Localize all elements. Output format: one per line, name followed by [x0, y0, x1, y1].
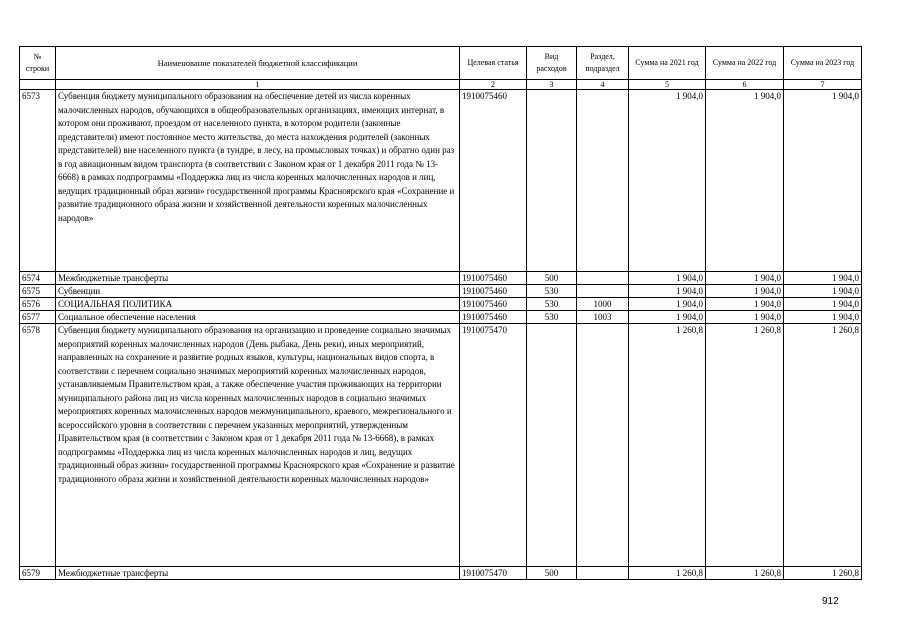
header-row-number: № строки	[20, 47, 56, 80]
column-number-cell: 7	[784, 80, 862, 90]
table-row	[20, 90, 862, 272]
row-target-article: 1910075460	[460, 90, 527, 272]
row-name: Межбюджетные трансферты	[56, 272, 460, 285]
row-name: Социальное обеспечение населения	[56, 311, 460, 324]
row-name: Субвенции	[56, 285, 460, 298]
row-sum-2023: 1 904,0	[784, 90, 862, 272]
header-indicator-name: Наименование показателей бюджетной классификации	[56, 47, 460, 80]
header-section: Раздел, подраздел	[577, 47, 629, 80]
row-sum-2022: 1 904,0	[706, 311, 784, 324]
row-sum-2022: 1 904,0	[706, 272, 784, 285]
row-number: 6573	[20, 90, 56, 272]
header-sum-2021: Сумма на 2021 год	[629, 47, 706, 80]
row-sum-2021: 1 260,8	[629, 567, 706, 580]
column-number-cell: 3	[527, 80, 577, 90]
column-number-cell: 4	[577, 80, 629, 90]
row-sum-2021: 1 904,0	[629, 272, 706, 285]
row-section	[577, 285, 629, 298]
row-section: 1003	[577, 311, 629, 324]
row-sum-2022: 1 904,0	[706, 90, 784, 272]
header-sum-2022: Сумма на 2022 год	[706, 47, 784, 80]
row-expense-type: 530	[527, 298, 577, 311]
header-target-article: Целевая статья	[460, 47, 527, 80]
row-sum-2023: 1 904,0	[784, 298, 862, 311]
table-row	[20, 298, 862, 311]
row-sum-2023: 1 260,8	[784, 324, 862, 567]
row-expense-type: 500	[527, 272, 577, 285]
row-sum-2023: 1 904,0	[784, 272, 862, 285]
row-number: 6577	[20, 311, 56, 324]
row-sum-2021: 1 904,0	[629, 90, 706, 272]
row-section	[577, 272, 629, 285]
table-row	[20, 285, 862, 298]
row-target-article: 1910075470	[460, 324, 527, 567]
column-number-cell	[20, 80, 56, 90]
row-name: Субвенция бюджету муниципального образования на обеспечение детей из числа коренных малочисленных народов, обучающихся в общеобразовательных организациях, имеющих интернат, в котором они проживают, проездом от населенного пункта, в котором родители (законные представители) имеют постоянное место жительства, до места нахождения родителей (законных представителей) вне населенного пункта (в тундре, в лесу, на промысловых точках) и обратно один раз в год авиационным видом транспорта (в соответствии с Законом края от 1 декабря 2011 года № 13-6668) в рамках подпрограммы «Поддержка лиц из числа коренных малочисленных народов и лиц, ведущих традиционный образ жизни» государственной программы Красноярского края «Сохранение и развитие традиционного образа жизни и хозяйственной деятельности коренных малочисленных народов»	[56, 90, 460, 272]
row-section	[577, 324, 629, 567]
row-sum-2023: 1 260,8	[784, 567, 862, 580]
table-header-row	[20, 47, 862, 80]
table-row	[20, 272, 862, 285]
row-number: 6578	[20, 324, 56, 567]
row-sum-2022: 1 260,8	[706, 567, 784, 580]
row-name: Межбюджетные трансферты	[56, 567, 460, 580]
row-name: Субвенция бюджету муниципального образования на организацию и проведение социально значимых мероприятий коренных малочисленных народов (День рыбака, День реки), иных мероприятий, направленных на сохранение и развитие родных языков, культуры, национальных видов спорта, в соответствии с перечнем социально значимых мероприятий коренных малочисленных народов, устанавливаемым Правительством края, а также обеспечение участия проживающих на территории муниципального района лиц из числа коренных малочисленных народов в социально значимых мероприятиях коренных малочисленных народов межмуниципального, краевого, межрегионального и всероссийского уровня в соответствии с перечнем указанных мероприятий, утвержденным Правительством края (в соответствии с Законом края от 1 декабря 2011 года № 13-6668), в рамках подпрограммы «Поддержка лиц из числа коренных малочисленных народов и лиц, ведущих традиционный образ жизни» государственной программы Красноярского края «Сохранение и развитие традиционного образа жизни и хозяйственной деятельности коренных малочисленных народов»	[56, 324, 460, 567]
header-expense-type: Вид расходов	[527, 47, 577, 80]
row-expense-type: 530	[527, 311, 577, 324]
column-number-cell: 2	[460, 80, 527, 90]
row-expense-type	[527, 324, 577, 567]
row-target-article: 1910075470	[460, 567, 527, 580]
row-target-article: 1910075460	[460, 272, 527, 285]
row-sum-2022: 1 904,0	[706, 285, 784, 298]
row-sum-2022: 1 904,0	[706, 298, 784, 311]
row-section: 1000	[577, 298, 629, 311]
page-number: 912	[822, 596, 839, 607]
row-sum-2023: 1 904,0	[784, 311, 862, 324]
budget-table	[19, 46, 862, 580]
row-number: 6575	[20, 285, 56, 298]
row-sum-2021: 1 904,0	[629, 311, 706, 324]
row-sum-2021: 1 904,0	[629, 285, 706, 298]
column-number-row	[20, 80, 862, 90]
column-number-cell: 6	[706, 80, 784, 90]
row-expense-type: 530	[527, 285, 577, 298]
table-row	[20, 324, 862, 567]
row-expense-type: 500	[527, 567, 577, 580]
row-number: 6579	[20, 567, 56, 580]
table-row	[20, 311, 862, 324]
row-section	[577, 567, 629, 580]
row-expense-type	[527, 90, 577, 272]
row-sum-2022: 1 260,8	[706, 324, 784, 567]
row-sum-2021: 1 904,0	[629, 298, 706, 311]
header-sum-2023: Сумма на 2023 год	[784, 47, 862, 80]
row-target-article: 1910075460	[460, 285, 527, 298]
row-name: СОЦИАЛЬНАЯ ПОЛИТИКА	[56, 298, 460, 311]
row-target-article: 1910075460	[460, 311, 527, 324]
column-number-cell: 5	[629, 80, 706, 90]
row-number: 6574	[20, 272, 56, 285]
row-number: 6576	[20, 298, 56, 311]
row-sum-2021: 1 260,8	[629, 324, 706, 567]
row-target-article: 1910075460	[460, 298, 527, 311]
table-row	[20, 567, 862, 580]
row-sum-2023: 1 904,0	[784, 285, 862, 298]
column-number-cell: 1	[56, 80, 460, 90]
row-section	[577, 90, 629, 272]
